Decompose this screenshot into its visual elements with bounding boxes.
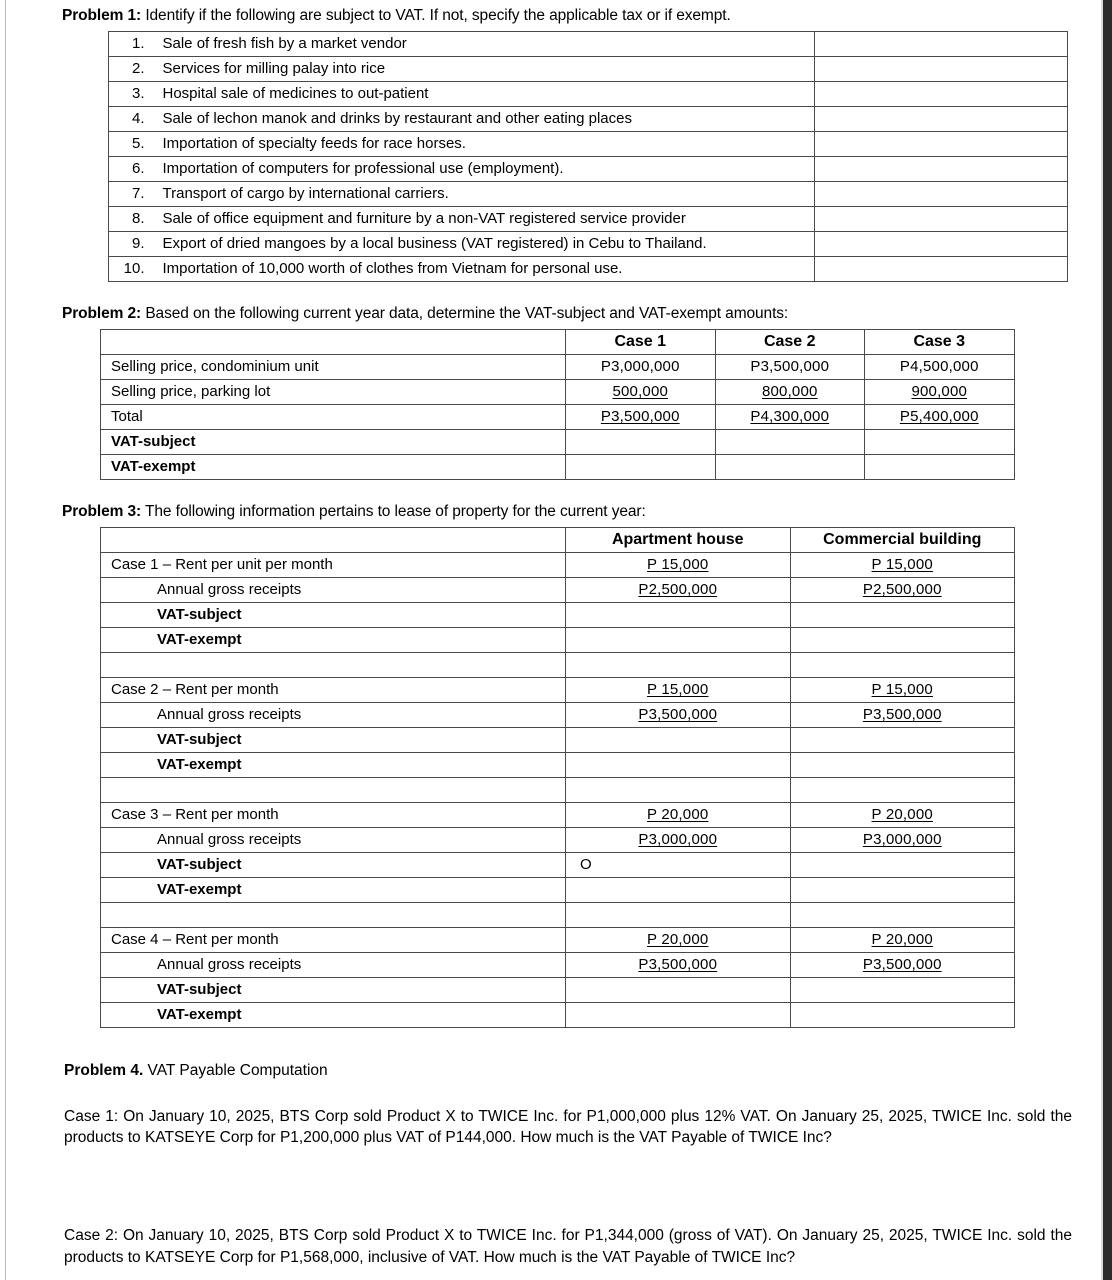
row-label: VAT-subject bbox=[101, 602, 566, 627]
table-row bbox=[101, 852, 1015, 877]
amount-cell bbox=[566, 354, 716, 379]
table-row bbox=[101, 827, 1015, 852]
row-label: Annual gross receipts bbox=[101, 952, 566, 977]
answer-cell[interactable] bbox=[566, 652, 791, 677]
answer-cell[interactable] bbox=[865, 429, 1015, 454]
column-header: Commercial building bbox=[790, 527, 1015, 552]
amount-cell bbox=[790, 927, 1015, 952]
table-row bbox=[109, 231, 1068, 256]
row-label: Selling price, parking lot bbox=[101, 379, 566, 404]
answer-cell[interactable] bbox=[566, 752, 791, 777]
item-description: Importation of computers for professional use (employment). bbox=[153, 156, 815, 181]
amount-value: P4,500,000 bbox=[899, 357, 979, 375]
item-description: Export of dried mangoes by a local business (VAT registered) in Cebu to Thailand. bbox=[153, 231, 815, 256]
row-label: VAT-exempt bbox=[101, 877, 566, 902]
amount-value: P3,500,000 bbox=[750, 357, 830, 375]
problem3-heading bbox=[62, 502, 1072, 523]
answer-cell[interactable] bbox=[815, 231, 1068, 256]
amount-cell bbox=[865, 404, 1015, 429]
amount-cell bbox=[865, 354, 1015, 379]
answer-cell[interactable] bbox=[715, 429, 865, 454]
amount-cell bbox=[790, 952, 1015, 977]
answer-cell[interactable] bbox=[790, 977, 1015, 1002]
amount-value: P3,500,000 bbox=[862, 955, 942, 973]
amount-value: 900,000 bbox=[911, 382, 968, 400]
problem2-table-body bbox=[101, 329, 1015, 479]
table-row bbox=[109, 106, 1068, 131]
amount-cell bbox=[715, 404, 865, 429]
answer-cell[interactable] bbox=[790, 777, 1015, 802]
amount-value: P 20,000 bbox=[871, 930, 933, 948]
item-number: 2. bbox=[109, 56, 153, 81]
problem4-heading-text: VAT Payable Computation bbox=[143, 1061, 328, 1079]
item-number: 9. bbox=[109, 231, 153, 256]
amount-value: P 15,000 bbox=[647, 680, 709, 698]
problem1-heading-text: Identify if the following are subject to VAT. If not, specify the applicable tax or if exempt. bbox=[141, 7, 731, 24]
table-header-row bbox=[101, 527, 1015, 552]
item-description: Services for milling palay into rice bbox=[153, 56, 815, 81]
amount-value: 800,000 bbox=[761, 382, 818, 400]
problem3-table bbox=[100, 527, 1015, 1028]
answer-cell[interactable] bbox=[790, 652, 1015, 677]
problem1-table bbox=[108, 31, 1068, 282]
item-number: 7. bbox=[109, 181, 153, 206]
amount-cell bbox=[566, 404, 716, 429]
problem4-case2-text: Case 2: On January 10, 2025, BTS Corp sold Product X to TWICE Inc. for P1,344,000 (gross of VAT). On January 25, 2025, TWICE Inc. sold the products to KATSEYE Corp for P1,568,000, inclusive of VAT. How much is the VAT Payable of TWICE Inc? bbox=[64, 1227, 1072, 1266]
item-description: Importation of specialty feeds for race horses. bbox=[153, 131, 815, 156]
column-header: Case 1 bbox=[566, 329, 716, 354]
amount-cell bbox=[566, 927, 791, 952]
answer-cell[interactable] bbox=[815, 256, 1068, 281]
amount-value: P 20,000 bbox=[871, 805, 933, 823]
answer-cell[interactable] bbox=[815, 31, 1068, 56]
amount-value: 500,000 bbox=[612, 382, 669, 400]
table-row bbox=[101, 577, 1015, 602]
item-description: Sale of lechon manok and drinks by restaurant and other eating places bbox=[153, 106, 815, 131]
amount-value: P3,500,000 bbox=[862, 705, 942, 723]
problem3-section bbox=[62, 502, 1072, 1028]
problem2-section bbox=[62, 304, 1072, 480]
row-label bbox=[101, 777, 566, 802]
amount-value: P 15,000 bbox=[647, 555, 709, 573]
table-row bbox=[109, 81, 1068, 106]
problem1-table-body bbox=[109, 31, 1068, 281]
item-description: Transport of cargo by international carriers. bbox=[153, 181, 815, 206]
answer-cell[interactable] bbox=[790, 727, 1015, 752]
row-label: VAT-subject bbox=[101, 852, 566, 877]
answer-cell[interactable] bbox=[566, 777, 791, 802]
item-number: 4. bbox=[109, 106, 153, 131]
answer-cell[interactable] bbox=[566, 429, 716, 454]
column-header: Case 2 bbox=[715, 329, 865, 354]
amount-value: P3,000,000 bbox=[600, 357, 680, 375]
row-label: Case 3 – Rent per month bbox=[101, 802, 566, 827]
row-label: Selling price, condominium unit bbox=[101, 354, 566, 379]
problem3-table-body bbox=[101, 527, 1015, 1027]
table-row bbox=[109, 131, 1068, 156]
amount-value: P3,000,000 bbox=[638, 830, 718, 848]
row-label: Annual gross receipts bbox=[101, 577, 566, 602]
amount-cell bbox=[566, 702, 791, 727]
amount-cell bbox=[566, 552, 791, 577]
table-row bbox=[101, 802, 1015, 827]
row-label bbox=[101, 902, 566, 927]
table-row bbox=[101, 752, 1015, 777]
row-label: Case 4 – Rent per month bbox=[101, 927, 566, 952]
answer-cell[interactable] bbox=[715, 454, 865, 479]
problem2-heading-label: Problem 2: bbox=[62, 304, 142, 322]
answer-cell[interactable] bbox=[790, 877, 1015, 902]
answer-cell[interactable] bbox=[815, 206, 1068, 231]
item-description: Sale of office equipment and furniture by a non-VAT registered service provider bbox=[153, 206, 815, 231]
answer-cell[interactable] bbox=[790, 602, 1015, 627]
problem4-heading-label: Problem 4. bbox=[64, 1061, 144, 1079]
amount-cell bbox=[715, 379, 865, 404]
row-label: VAT-exempt bbox=[101, 1002, 566, 1027]
row-label: VAT-subject bbox=[101, 727, 566, 752]
amount-value: P3,500,000 bbox=[638, 955, 718, 973]
answer-cell[interactable] bbox=[566, 902, 791, 927]
column-header: Case 3 bbox=[865, 329, 1015, 354]
amount-value: P5,400,000 bbox=[899, 407, 979, 425]
answer-cell[interactable] bbox=[566, 727, 791, 752]
item-number: 5. bbox=[109, 131, 153, 156]
table-row bbox=[109, 156, 1068, 181]
amount-cell bbox=[790, 702, 1015, 727]
answer-cell[interactable] bbox=[790, 1002, 1015, 1027]
table-row bbox=[101, 429, 1015, 454]
row-label bbox=[101, 652, 566, 677]
answer-cell[interactable] bbox=[566, 1002, 791, 1027]
document-content bbox=[62, 6, 1072, 1269]
amount-cell bbox=[865, 379, 1015, 404]
amount-value: P3,500,000 bbox=[638, 705, 718, 723]
row-label: Total bbox=[101, 404, 566, 429]
answer-cell[interactable] bbox=[815, 131, 1068, 156]
item-description: Importation of 10,000 worth of clothes from Vietnam for personal use. bbox=[153, 256, 815, 281]
amount-cell bbox=[566, 379, 716, 404]
item-number: 1. bbox=[109, 31, 153, 56]
handwritten-mark: O bbox=[580, 855, 592, 873]
item-description: Hospital sale of medicines to out-patient bbox=[153, 81, 815, 106]
column-header: Apartment house bbox=[566, 527, 791, 552]
amount-value: P 20,000 bbox=[647, 805, 709, 823]
answer-cell[interactable] bbox=[790, 902, 1015, 927]
amount-cell bbox=[566, 827, 791, 852]
problem1-heading bbox=[62, 6, 1072, 27]
amount-cell bbox=[566, 952, 791, 977]
answer-cell[interactable] bbox=[566, 627, 791, 652]
item-number: 3. bbox=[109, 81, 153, 106]
amount-value: P 15,000 bbox=[871, 555, 933, 573]
row-label: Annual gross receipts bbox=[101, 702, 566, 727]
problem4-section bbox=[62, 1062, 1072, 1269]
table-row bbox=[101, 702, 1015, 727]
table-row bbox=[109, 31, 1068, 56]
column-header-blank bbox=[101, 329, 566, 354]
problem3-heading-label: Problem 3: bbox=[62, 502, 142, 520]
table-row bbox=[101, 602, 1015, 627]
table-row bbox=[109, 56, 1068, 81]
amount-value: P3,000,000 bbox=[862, 830, 942, 848]
row-label: VAT-subject bbox=[101, 977, 566, 1002]
table-row bbox=[101, 877, 1015, 902]
answer-cell[interactable] bbox=[815, 156, 1068, 181]
table-row bbox=[101, 354, 1015, 379]
answer-cell[interactable] bbox=[790, 852, 1015, 877]
answer-cell[interactable] bbox=[566, 454, 716, 479]
row-label: VAT-exempt bbox=[101, 627, 566, 652]
amount-cell bbox=[566, 677, 791, 702]
problem4-case1-text: Case 1: On January 10, 2025, BTS Corp sold Product X to TWICE Inc. for P1,000,000 plus 12% VAT. On January 25, 2025, TWICE Inc. sold the products to KATSEYE Corp for P1,200,000 plus VAT of P144,000. How much is the VAT Payable of TWICE Inc? bbox=[64, 1107, 1072, 1147]
problem2-table bbox=[100, 329, 1015, 480]
amount-cell bbox=[566, 802, 791, 827]
table-row bbox=[109, 256, 1068, 281]
answer-cell[interactable] bbox=[566, 977, 791, 1002]
answer-cell[interactable] bbox=[790, 627, 1015, 652]
amount-cell bbox=[566, 577, 791, 602]
problem2-heading bbox=[62, 304, 1072, 325]
table-row bbox=[101, 552, 1015, 577]
table-spacer-row bbox=[101, 652, 1015, 677]
amount-cell bbox=[790, 552, 1015, 577]
table-spacer-row bbox=[101, 902, 1015, 927]
answer-cell[interactable] bbox=[790, 752, 1015, 777]
table-row bbox=[101, 379, 1015, 404]
amount-value: P 15,000 bbox=[871, 680, 933, 698]
amount-value: P 20,000 bbox=[647, 930, 709, 948]
row-label: VAT-subject bbox=[101, 429, 566, 454]
problem2-heading-text: Based on the following current year data, determine the VAT-subject and VAT-exempt amounts: bbox=[141, 304, 789, 322]
table-row bbox=[109, 181, 1068, 206]
amount-value: P4,300,000 bbox=[750, 407, 830, 425]
amount-cell bbox=[790, 827, 1015, 852]
answer-cell[interactable] bbox=[815, 106, 1068, 131]
table-row bbox=[101, 952, 1015, 977]
answer-cell[interactable] bbox=[815, 81, 1068, 106]
table-row bbox=[101, 1002, 1015, 1027]
answer-cell[interactable] bbox=[566, 877, 791, 902]
problem3-heading-text: The following information pertains to lease of property for the current year: bbox=[141, 502, 646, 520]
table-row bbox=[101, 627, 1015, 652]
row-label: VAT-exempt bbox=[101, 752, 566, 777]
table-header-row bbox=[101, 329, 1015, 354]
item-number: 6. bbox=[109, 156, 153, 181]
answer-cell[interactable] bbox=[566, 852, 791, 877]
amount-value: P2,500,000 bbox=[862, 580, 942, 598]
answer-cell[interactable] bbox=[865, 454, 1015, 479]
amount-value: P3,500,000 bbox=[600, 407, 680, 425]
answer-cell[interactable] bbox=[815, 56, 1068, 81]
table-row bbox=[101, 977, 1015, 1002]
row-label: VAT-exempt bbox=[101, 454, 566, 479]
table-row bbox=[101, 454, 1015, 479]
amount-cell bbox=[790, 577, 1015, 602]
amount-cell bbox=[715, 354, 865, 379]
amount-cell bbox=[790, 802, 1015, 827]
row-label: Case 1 – Rent per unit per month bbox=[101, 552, 566, 577]
table-row bbox=[101, 727, 1015, 752]
item-description: Sale of fresh fish by a market vendor bbox=[153, 31, 815, 56]
table-row bbox=[101, 404, 1015, 429]
answer-cell[interactable] bbox=[815, 181, 1068, 206]
table-row bbox=[101, 927, 1015, 952]
amount-cell bbox=[790, 677, 1015, 702]
row-label: Case 2 – Rent per month bbox=[101, 677, 566, 702]
answer-cell[interactable] bbox=[566, 602, 791, 627]
problem1-heading-label: Problem 1: bbox=[62, 7, 142, 24]
table-spacer-row bbox=[101, 777, 1015, 802]
column-header-blank bbox=[101, 527, 566, 552]
page-right-edge bbox=[1103, 0, 1112, 1280]
table-row bbox=[109, 206, 1068, 231]
item-number: 10. bbox=[109, 256, 153, 281]
amount-value: P2,500,000 bbox=[638, 580, 718, 598]
row-label: Annual gross receipts bbox=[101, 827, 566, 852]
item-number: 8. bbox=[109, 206, 153, 231]
problem4-heading bbox=[64, 1062, 1072, 1080]
table-row bbox=[101, 677, 1015, 702]
